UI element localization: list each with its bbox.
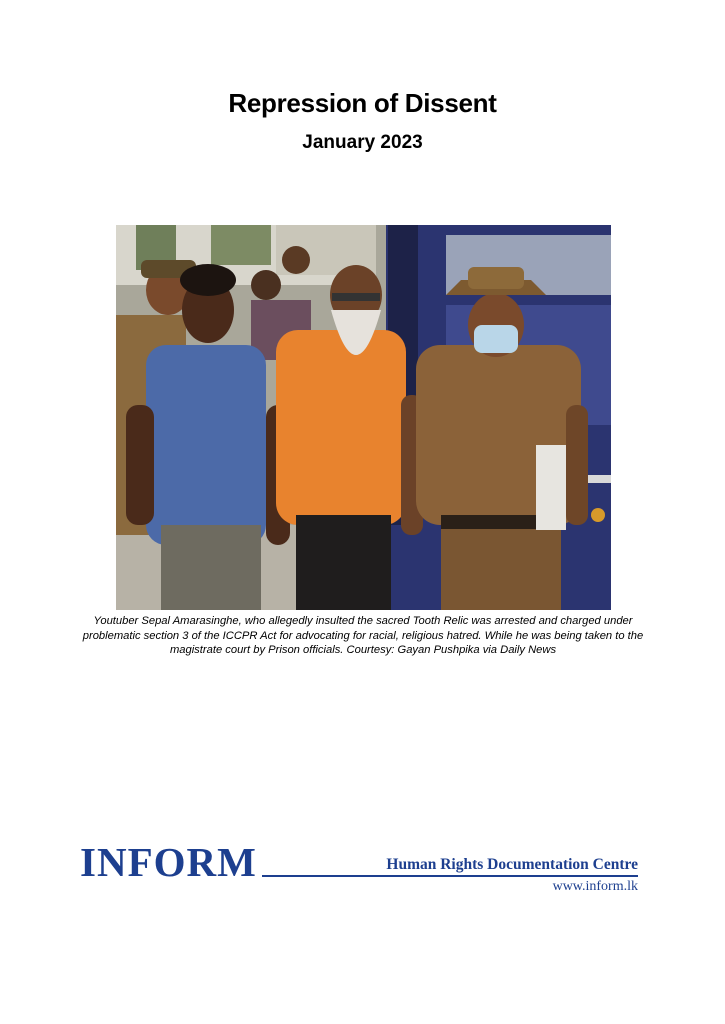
news-photo — [116, 225, 611, 610]
photo-caption: Youtuber Sepal Amarasinghe, who allegedly insulted the sacred Tooth Relic was arrested and charged under problematic section 3 of the ICCPR Act for advocating for racial, religious hatred. While he was being taken to the magistrate court by Prison officials. Courtesy: Gayan Pushpika via Daily News — [82, 615, 644, 656]
inform-logo: INFORM — [80, 839, 257, 885]
logo-divider — [262, 875, 638, 877]
website-link[interactable]: www.inform.lk — [552, 879, 638, 894]
page-title: Repression of Dissent — [228, 88, 497, 118]
page-subtitle: January 2023 — [302, 132, 423, 153]
organization-name: Human Rights Documentation Centre — [386, 856, 638, 873]
